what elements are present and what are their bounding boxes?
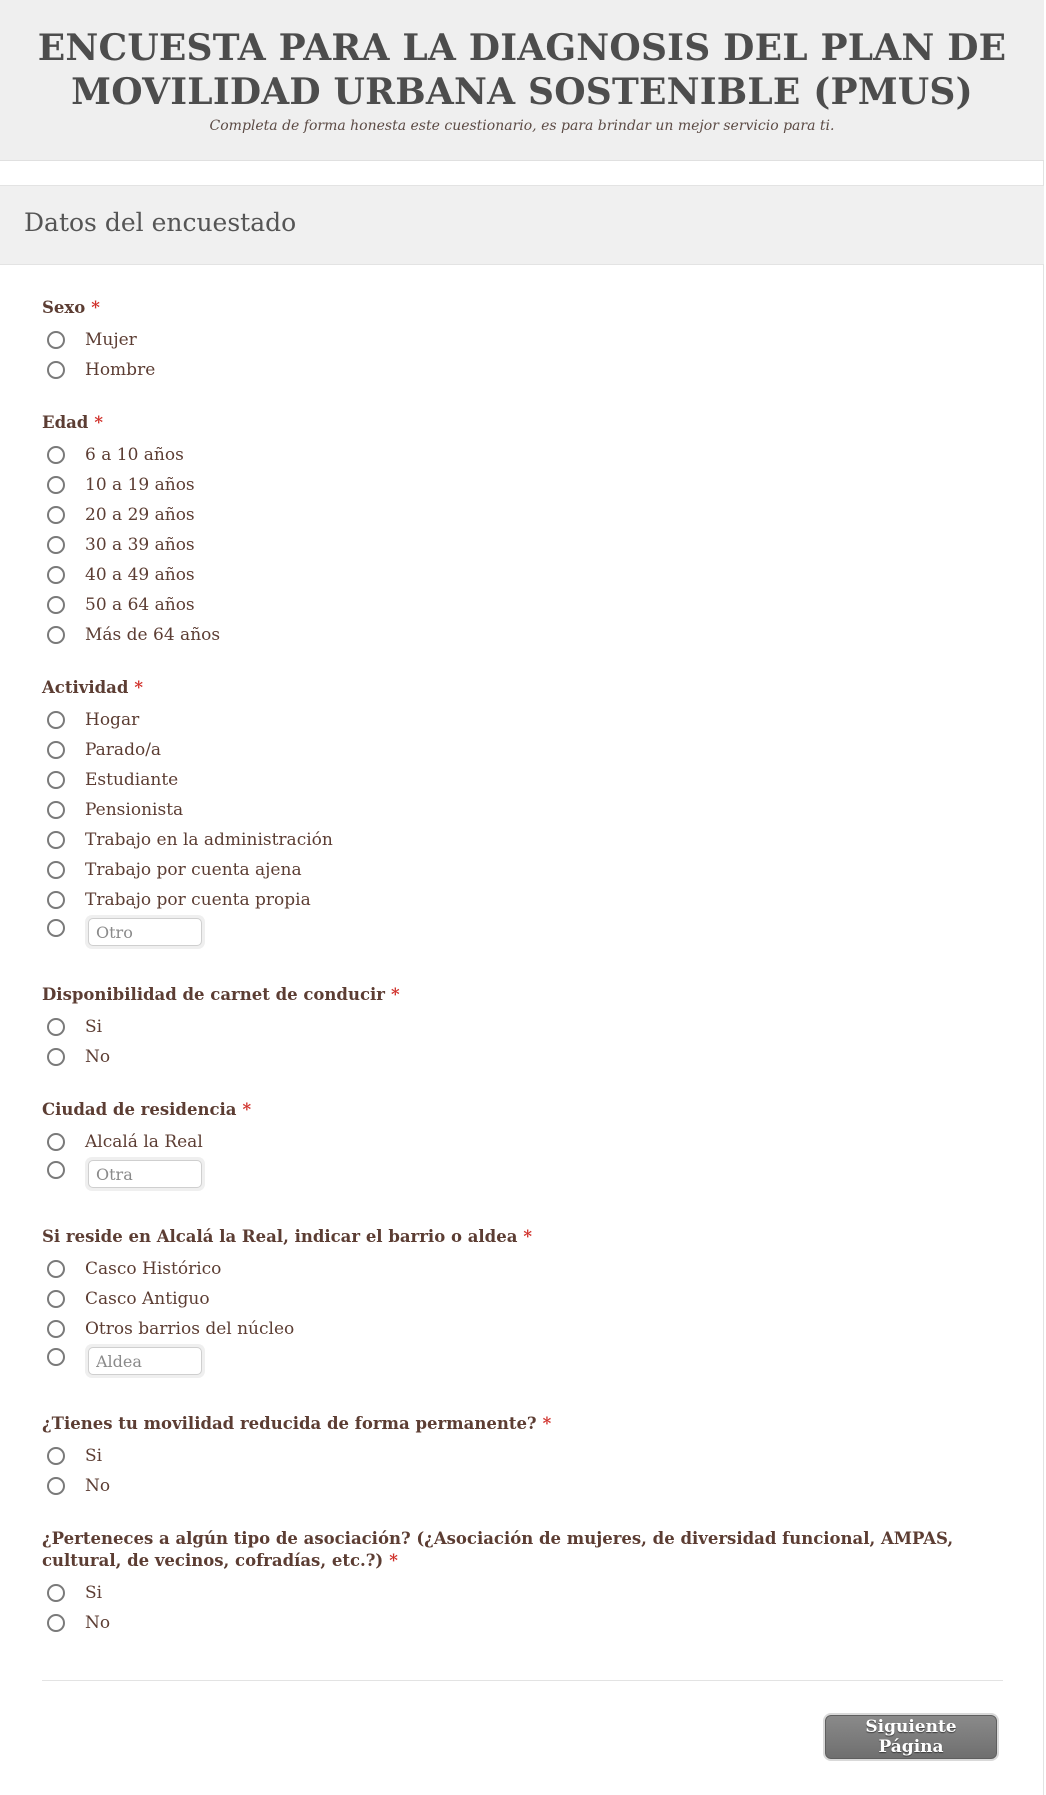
radio-option[interactable]	[42, 1012, 1002, 1042]
radio-option[interactable]	[42, 825, 1002, 855]
section-title: Datos del encuestado	[24, 208, 297, 237]
question-3	[42, 677, 1002, 957]
radio-button[interactable]	[47, 1477, 65, 1495]
radio-option-label[interactable]: 10 a 19 años	[85, 475, 195, 495]
form-header	[0, 0, 1044, 161]
radio-option-other[interactable]	[42, 1157, 1002, 1199]
radio-button[interactable]	[47, 711, 65, 729]
question-8	[42, 1528, 1002, 1638]
radio-option[interactable]	[42, 1127, 1002, 1157]
radio-option-label[interactable]: Otros barrios del núcleo	[85, 1319, 295, 1339]
radio-option[interactable]	[42, 885, 1002, 915]
radio-option-label[interactable]: Alcalá la Real	[85, 1132, 203, 1152]
form-title-line-1: ENCUESTA PARA LA DIAGNOSIS DEL PLAN DE	[37, 27, 1007, 69]
radio-option[interactable]	[42, 500, 1002, 530]
radio-option-label[interactable]: Más de 64 años	[85, 625, 221, 645]
radio-option-label[interactable]: Estudiante	[85, 770, 179, 790]
question-text: Ciudad de residencia	[42, 1100, 237, 1119]
question-label	[42, 1099, 1002, 1121]
next-page-button[interactable]: Siguiente Página	[825, 1715, 997, 1759]
question-label	[42, 984, 1002, 1006]
required-asterisk: *	[94, 413, 103, 432]
radio-option[interactable]	[42, 1314, 1002, 1344]
radio-option[interactable]	[42, 795, 1002, 825]
radio-option[interactable]	[42, 440, 1002, 470]
radio-option[interactable]	[42, 1441, 1002, 1471]
radio-button[interactable]	[47, 1290, 65, 1308]
radio-option[interactable]	[42, 1608, 1002, 1638]
radio-button[interactable]	[47, 1260, 65, 1278]
radio-button[interactable]	[47, 1348, 65, 1366]
radio-button[interactable]	[47, 861, 65, 879]
radio-option[interactable]	[42, 855, 1002, 885]
radio-button[interactable]	[47, 476, 65, 494]
form-divider	[42, 1680, 1003, 1681]
radio-button[interactable]	[47, 831, 65, 849]
question-label	[42, 1226, 1002, 1248]
question-2	[42, 412, 1002, 650]
radio-option[interactable]	[42, 705, 1002, 735]
form-title-line-2: MOVILIDAD URBANA SOSTENIBLE (PMUS)	[71, 71, 973, 113]
radio-option-label[interactable]: Casco Antiguo	[85, 1289, 210, 1309]
radio-option-label[interactable]: Trabajo por cuenta propia	[85, 890, 311, 910]
radio-button[interactable]	[47, 596, 65, 614]
question-1	[42, 297, 1002, 385]
radio-option-label[interactable]: Hombre	[85, 360, 156, 380]
required-asterisk: *	[542, 1414, 552, 1433]
questions-list	[42, 297, 1002, 1665]
question-label	[42, 297, 1002, 319]
radio-button[interactable]	[47, 801, 65, 819]
radio-button[interactable]	[47, 1447, 65, 1465]
radio-option-label[interactable]: 20 a 29 años	[85, 505, 195, 525]
question-text: ¿Tienes tu movilidad reducida de forma permanente?	[42, 1414, 537, 1433]
radio-option-label[interactable]: Si	[85, 1017, 103, 1037]
radio-option[interactable]	[42, 1042, 1002, 1072]
radio-option-label[interactable]: No	[85, 1613, 111, 1633]
question-label	[42, 1413, 1002, 1435]
radio-button[interactable]	[47, 566, 65, 584]
radio-button[interactable]	[47, 446, 65, 464]
radio-button[interactable]	[47, 361, 65, 379]
required-asterisk: *	[242, 1100, 252, 1119]
radio-option-label[interactable]: No	[85, 1047, 111, 1067]
radio-button[interactable]	[47, 891, 65, 909]
radio-option-label[interactable]: Pensionista	[85, 800, 184, 820]
radio-option[interactable]	[42, 590, 1002, 620]
radio-option[interactable]	[42, 620, 1002, 650]
radio-button[interactable]	[47, 1018, 65, 1036]
radio-button[interactable]	[47, 1584, 65, 1602]
radio-option-label[interactable]: Si	[85, 1583, 103, 1603]
other-input-wrapper	[85, 915, 205, 949]
question-4	[42, 984, 1002, 1072]
radio-button[interactable]	[47, 506, 65, 524]
radio-button[interactable]	[47, 919, 65, 937]
radio-option[interactable]	[42, 735, 1002, 765]
other-text-input[interactable]	[88, 1160, 202, 1188]
question-label	[42, 677, 1002, 699]
other-text-input[interactable]	[88, 918, 202, 946]
radio-option-other[interactable]	[42, 915, 1002, 957]
question-text: ¿Perteneces a algún tipo de asociación? (¿Asociación de mujeres, de diversidad funcional, AMPAS, cultural, de vecinos, cofradías, etc.?)	[42, 1529, 954, 1570]
section-header	[0, 185, 1044, 265]
radio-option-label[interactable]: Parado/a	[85, 740, 162, 760]
required-asterisk: *	[134, 678, 143, 697]
radio-button[interactable]	[47, 626, 65, 644]
radio-option[interactable]	[42, 470, 1002, 500]
radio-option[interactable]	[42, 765, 1002, 795]
radio-button[interactable]	[47, 741, 65, 759]
radio-option-label[interactable]: 30 a 39 años	[85, 535, 195, 555]
radio-option-label[interactable]: Trabajo por cuenta ajena	[85, 860, 302, 880]
radio-option[interactable]	[42, 325, 1002, 355]
radio-option[interactable]	[42, 1471, 1002, 1501]
question-5	[42, 1099, 1002, 1199]
radio-button[interactable]	[47, 771, 65, 789]
question-text: Edad	[42, 413, 89, 432]
radio-option-label[interactable]: Mujer	[85, 330, 137, 350]
required-asterisk: *	[523, 1227, 533, 1246]
radio-button[interactable]	[47, 1048, 65, 1066]
question-text: Disponibilidad de carnet de conducir	[42, 985, 385, 1004]
radio-option-other[interactable]	[42, 1344, 1002, 1386]
radio-button[interactable]	[47, 1133, 65, 1151]
question-text: Actividad	[42, 678, 129, 697]
required-asterisk: *	[389, 1551, 398, 1570]
radio-option-label[interactable]: Trabajo en la administración	[85, 830, 333, 850]
question-label	[42, 412, 1002, 434]
radio-option-label[interactable]: 40 a 49 años	[85, 565, 195, 585]
required-asterisk: *	[91, 298, 100, 317]
radio-option[interactable]	[42, 530, 1002, 560]
radio-button[interactable]	[47, 1320, 65, 1338]
radio-option[interactable]	[42, 1254, 1002, 1284]
radio-option[interactable]	[42, 560, 1002, 590]
radio-option-label[interactable]: Si	[85, 1446, 103, 1466]
form-subtitle: Completa de forma honesta este cuestionario, es para brindar un mejor servicio para ti.	[209, 118, 835, 134]
radio-option[interactable]	[42, 355, 1002, 385]
radio-option-label[interactable]: Hogar	[85, 710, 140, 730]
form-title	[0, 0, 1044, 114]
question-text: Si reside en Alcalá la Real, indicar el barrio o aldea	[42, 1227, 518, 1246]
radio-option[interactable]	[42, 1578, 1002, 1608]
other-text-input[interactable]	[88, 1347, 202, 1375]
radio-option-label[interactable]: Casco Histórico	[85, 1259, 222, 1279]
other-input-wrapper	[85, 1157, 205, 1191]
radio-button[interactable]	[47, 536, 65, 554]
radio-option-label[interactable]: 6 a 10 años	[85, 445, 184, 465]
radio-button[interactable]	[47, 331, 65, 349]
question-6	[42, 1226, 1002, 1386]
radio-button[interactable]	[47, 1614, 65, 1632]
radio-option[interactable]	[42, 1284, 1002, 1314]
required-asterisk: *	[390, 985, 400, 1004]
radio-option-label[interactable]: 50 a 64 años	[85, 595, 195, 615]
other-input-wrapper	[85, 1344, 205, 1378]
radio-button[interactable]	[47, 1161, 65, 1179]
question-7	[42, 1413, 1002, 1501]
question-text: Sexo	[42, 298, 86, 317]
question-label	[42, 1528, 1002, 1572]
radio-option-label[interactable]: No	[85, 1476, 111, 1496]
